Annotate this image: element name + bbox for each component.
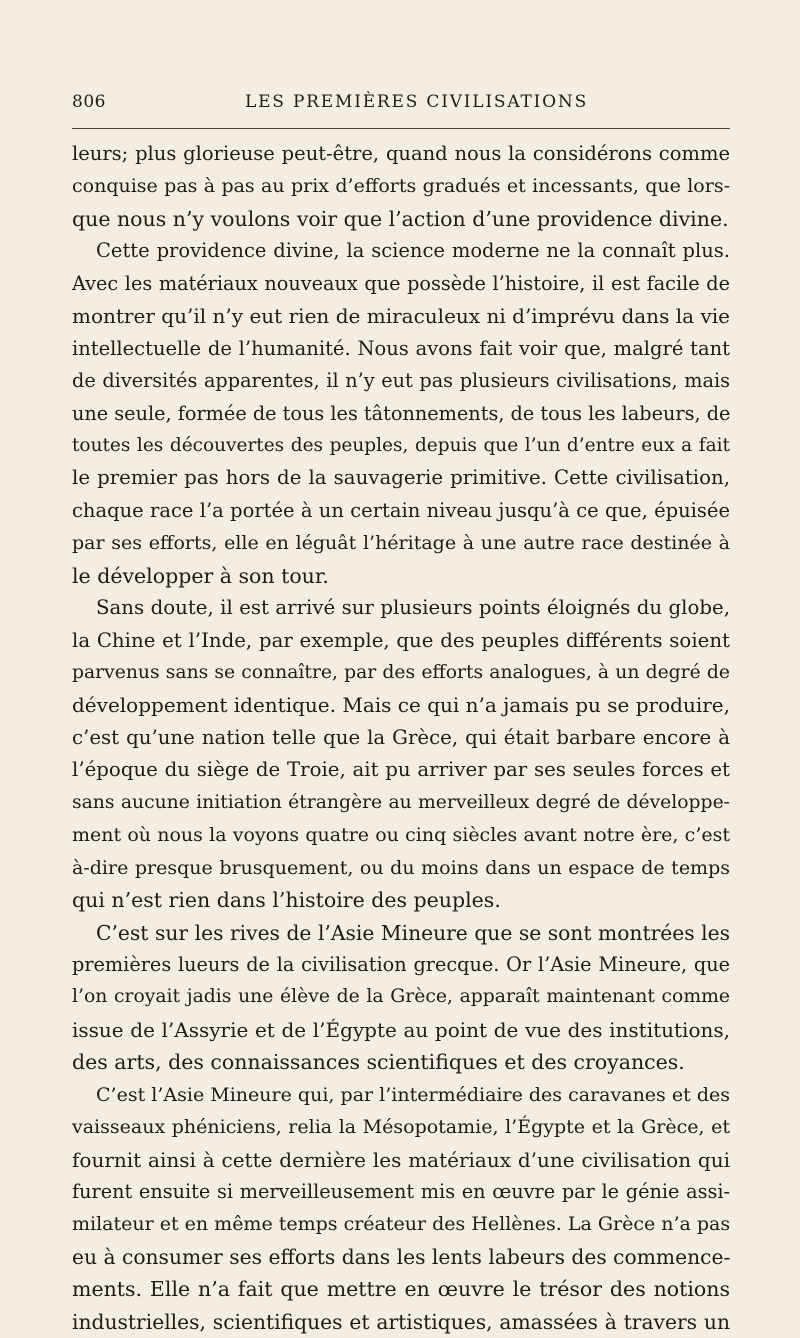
text-line: sans aucune initiation étrangère au merveilleux degré de développe- <box>72 791 730 813</box>
text-line: l’on croyait jadis une élève de la Grèce, apparaît maintenant comme <box>72 986 730 1008</box>
text-line: premières lueurs de la civilisation grecque. Or l’Asie Mineure, que <box>72 952 730 976</box>
text-line: industrielles, scientifiques et artistiques, amassées à travers un <box>72 1309 730 1334</box>
text-line: vaisseaux phéniciens, relia la Mésopotamie, l’Égypte et la Grèce, et <box>72 1116 730 1139</box>
text-line: milateur et en même temps créateur des Hellènes. La Grèce n’a pas <box>72 1213 731 1236</box>
text-line: toutes les découvertes des peuples, depuis que l’un d’entre eux a fait <box>72 434 730 456</box>
running-head <box>0 92 800 116</box>
text-line: Sans doute, il est arrivé sur plusieurs points éloignés du globe, <box>96 596 730 620</box>
text-line: de diversités apparentes, il n’y eut pas plusieurs civilisations, mais <box>72 369 730 393</box>
text-line: conquise pas à pas au prix d’efforts gradués et incessants, que lors- <box>72 175 730 198</box>
text-line: développement identique. Mais ce qui n’a jamais pu se produire, <box>72 693 730 718</box>
text-line: C’est sur les rives de l’Asie Mineure que se sont montrées les <box>96 920 730 945</box>
text-line: fournit ainsi à cette dernière les matériaux d’une civilisation qui <box>72 1147 730 1172</box>
text-line: furent ensuite si merveilleusement mis en œuvre par le génie assi- <box>72 1180 730 1203</box>
text-line: le premier pas hors de la sauvagerie primitive. Cette civilisation, <box>72 466 730 490</box>
text-line: que nous n’y voulons voir que l’action d’une providence divine. <box>72 206 729 231</box>
body-text <box>72 138 730 1338</box>
text-line: ments. Elle n’a fait que mettre en œuvre le trésor des notions <box>72 1277 730 1302</box>
text-line: chaque race l’a portée à un certain niveau jusqu’à ce que, épuisée <box>72 498 730 522</box>
text-line: des arts, des connaissances scientifiques et des croyances. <box>72 1050 685 1075</box>
text-line: le développer à son tour. <box>72 563 329 588</box>
text-line: par ses efforts, elle en léguât l’héritage à une autre race destinée à <box>72 532 730 555</box>
text-line: Avec les matériaux nouveaux que possède l’histoire, il est facile de <box>72 271 730 295</box>
text-line: montrer qu’il n’y eut rien de miraculeux ni d’imprévu dans la vie <box>72 304 730 329</box>
text-line: intellectuelle de l’humanité. Nous avons fait voir que, malgré tant <box>72 336 730 360</box>
text-line: la Chine et l’Inde, par exemple, que des peuples différents soient <box>72 628 730 652</box>
text-line: à-dire presque brusquement, ou du moins dans un espace de temps <box>72 856 730 879</box>
text-line: c’est qu’une nation telle que la Grèce, qui était barbare encore à <box>72 725 730 749</box>
header-rule <box>72 128 730 129</box>
text-line: qui n’est rien dans l’histoire des peuples. <box>72 888 501 913</box>
text-line: leurs; plus glorieuse peut-être, quand nous la considérons comme <box>72 142 730 165</box>
text-line: ment où nous la voyons quatre ou cinq siècles avant notre ère, c’est <box>72 824 730 847</box>
text-line: C’est l’Asie Mineure qui, par l’intermédiaire des caravanes et des <box>96 1083 730 1106</box>
text-line: Cette providence divine, la science moderne ne la connaît plus. <box>96 239 730 263</box>
text-line: parvenus sans se connaître, par des efforts analogues, à un degré de <box>72 662 730 683</box>
text-line: issue de l’Assyrie et de l’Égypte au point de vue des institutions, <box>72 1017 730 1042</box>
running-title: LES PREMIÈRES CIVILISATIONS <box>245 92 589 112</box>
text-line: l’époque du siège de Troie, ait pu arriver par ses seules forces et <box>72 758 730 782</box>
page-number: 806 <box>72 92 106 112</box>
text-line: une seule, formée de tous les tâtonnements, de tous les labeurs, de <box>72 401 731 425</box>
text-line: eu à consumer ses efforts dans les lents labeurs des commence- <box>72 1244 731 1269</box>
